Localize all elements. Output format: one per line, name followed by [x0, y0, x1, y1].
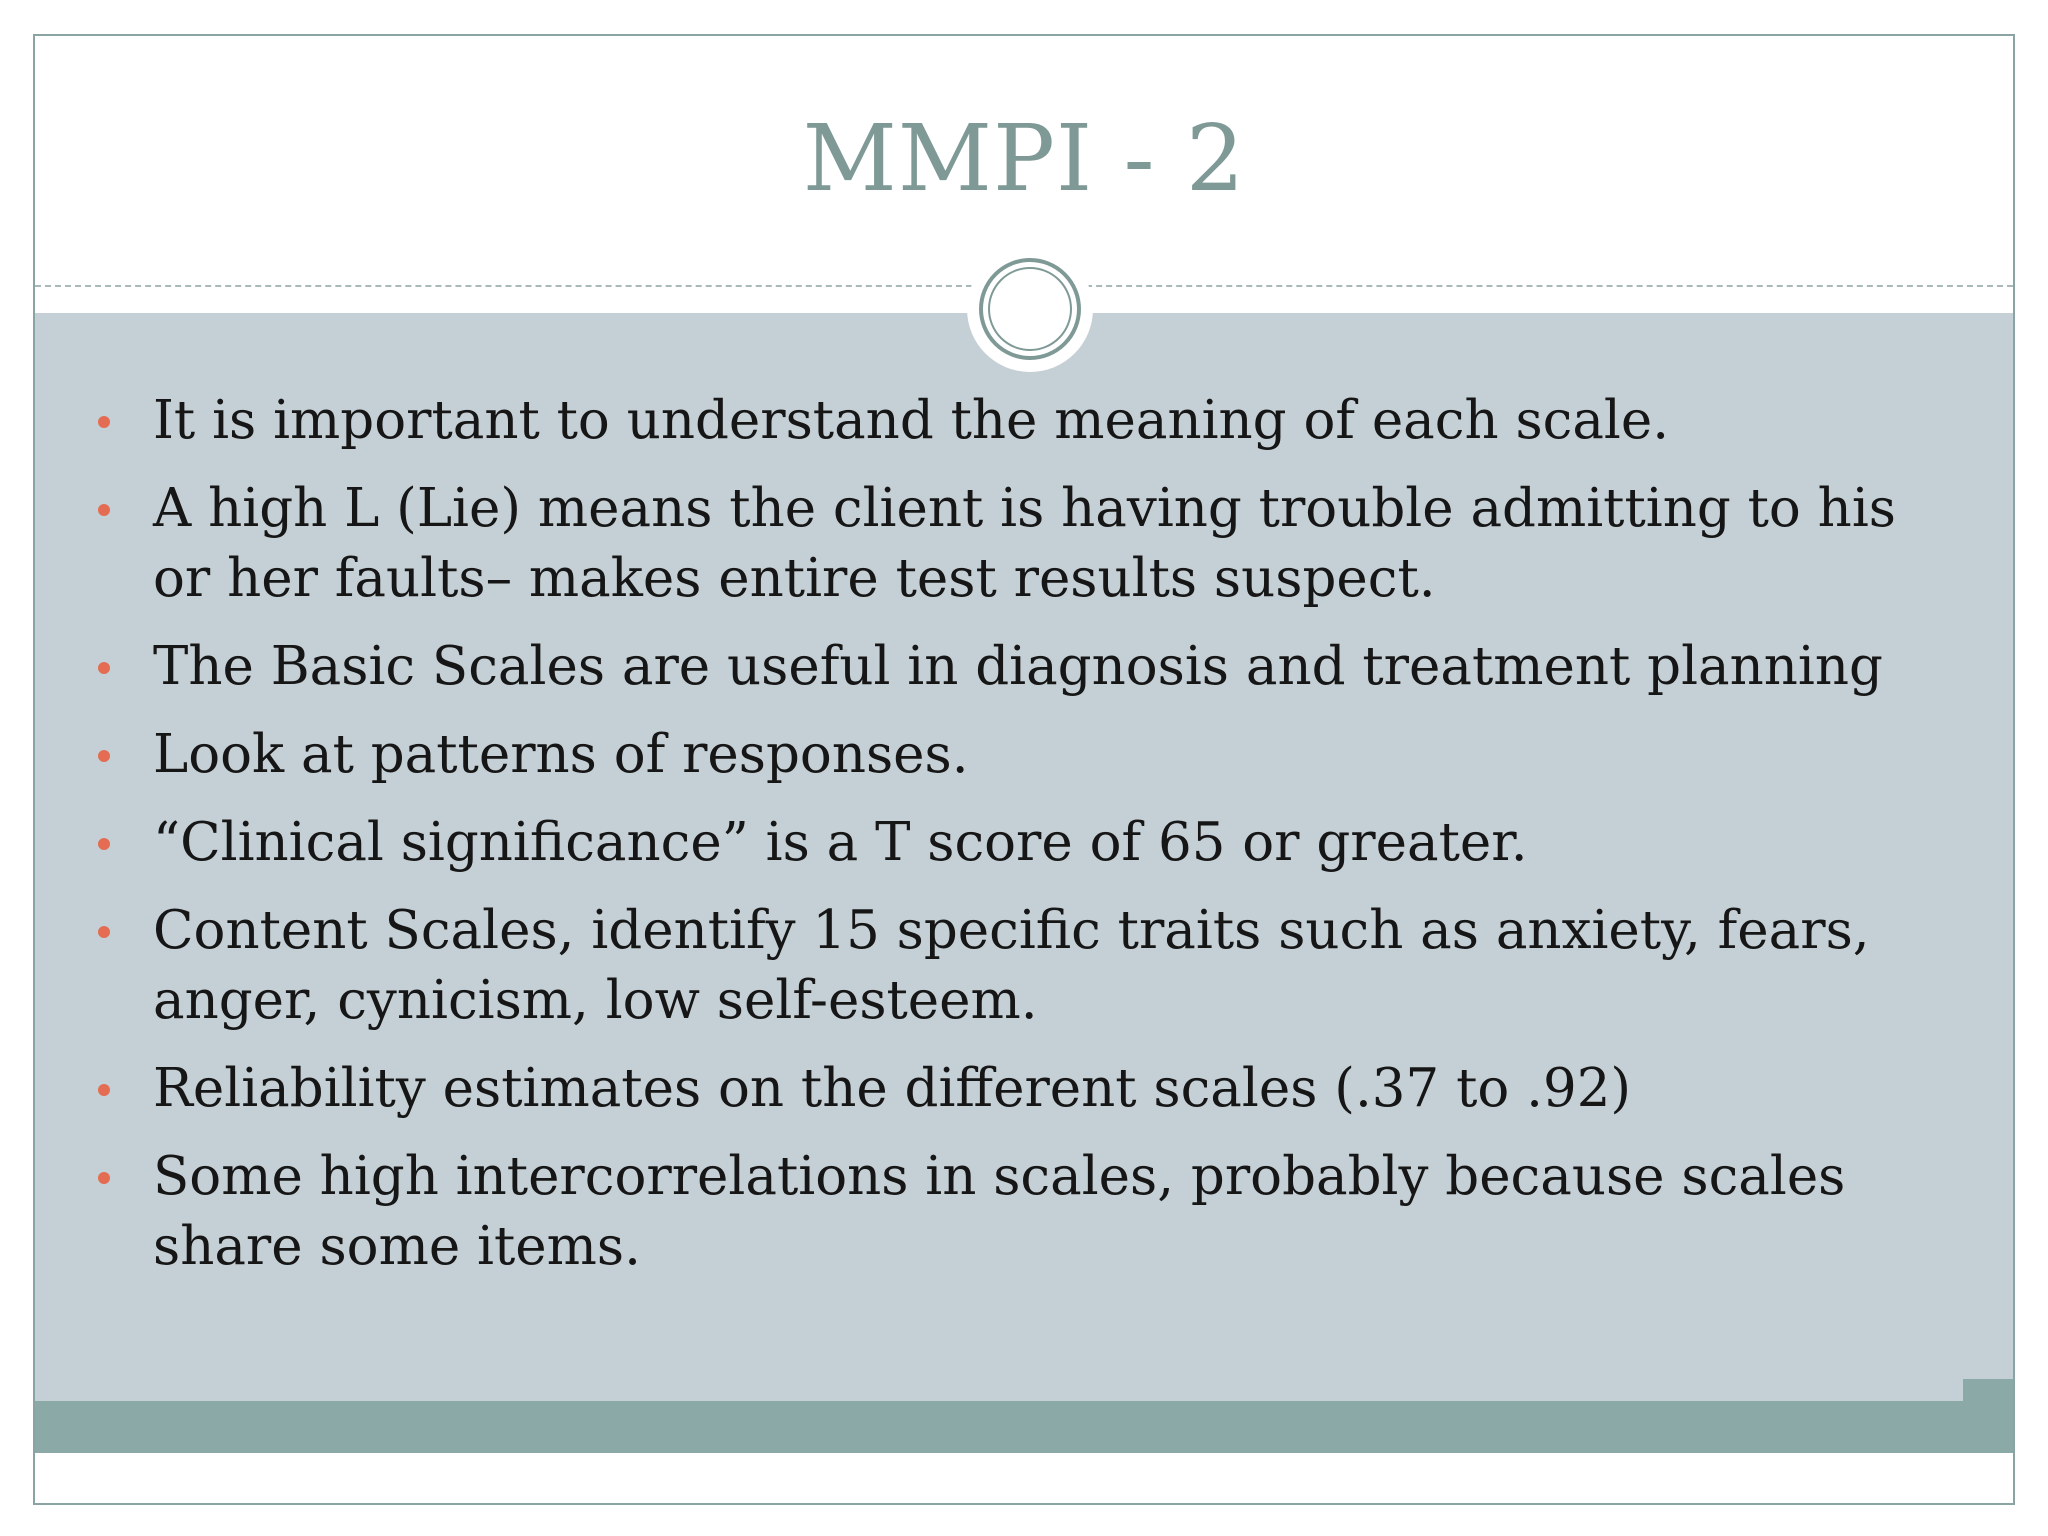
bullet-text: Reliability estimates on the different scales (.37 to .92) [153, 1058, 1632, 1119]
bullet-text: Some high intercorrelations in scales, probably because scales share some items. [153, 1146, 1846, 1277]
bullet-list [35, 386, 2013, 1300]
bullet-item [35, 632, 2013, 702]
bullet-dot-icon [98, 750, 110, 762]
bullet-dot-icon [98, 926, 110, 938]
bottom-accent-bar [35, 1401, 2013, 1453]
slide-frame [33, 34, 2015, 1505]
bullet-item [35, 720, 2013, 790]
bullet-item [35, 808, 2013, 878]
double-ring-icon [979, 258, 1081, 360]
bullet-text: It is important to understand the meaning of each scale. [153, 390, 1670, 451]
bullet-dot-icon [98, 838, 110, 850]
circle-ornament-icon [967, 246, 1093, 372]
bullet-text: “Clinical significance” is a T score of 65 or greater. [153, 812, 1528, 873]
bullet-item [35, 1142, 2013, 1282]
bullet-text: The Basic Scales are useful in diagnosis and treatment planning [153, 636, 1883, 697]
bullet-dot-icon [98, 1084, 110, 1096]
bullet-item [35, 386, 2013, 456]
bullet-text: Look at patterns of responses. [153, 724, 969, 785]
bullet-text: Content Scales, identify 15 specific traits such as anxiety, fears, anger, cynicism, low self-esteem. [153, 900, 1870, 1031]
slide-title: MMPI - 2 [802, 105, 1246, 212]
bullet-dot-icon [98, 504, 110, 516]
bullet-text: A high L (Lie) means the client is having trouble admitting to his or her faults– makes entire test results suspect. [153, 478, 1896, 609]
bullet-dot-icon [98, 416, 110, 428]
bullet-dot-icon [98, 662, 110, 674]
bullet-item [35, 474, 2013, 614]
bullet-item [35, 1054, 2013, 1124]
bullet-dot-icon [98, 1172, 110, 1184]
bullet-item [35, 896, 2013, 1036]
corner-tab-decoration [1963, 1379, 2013, 1401]
